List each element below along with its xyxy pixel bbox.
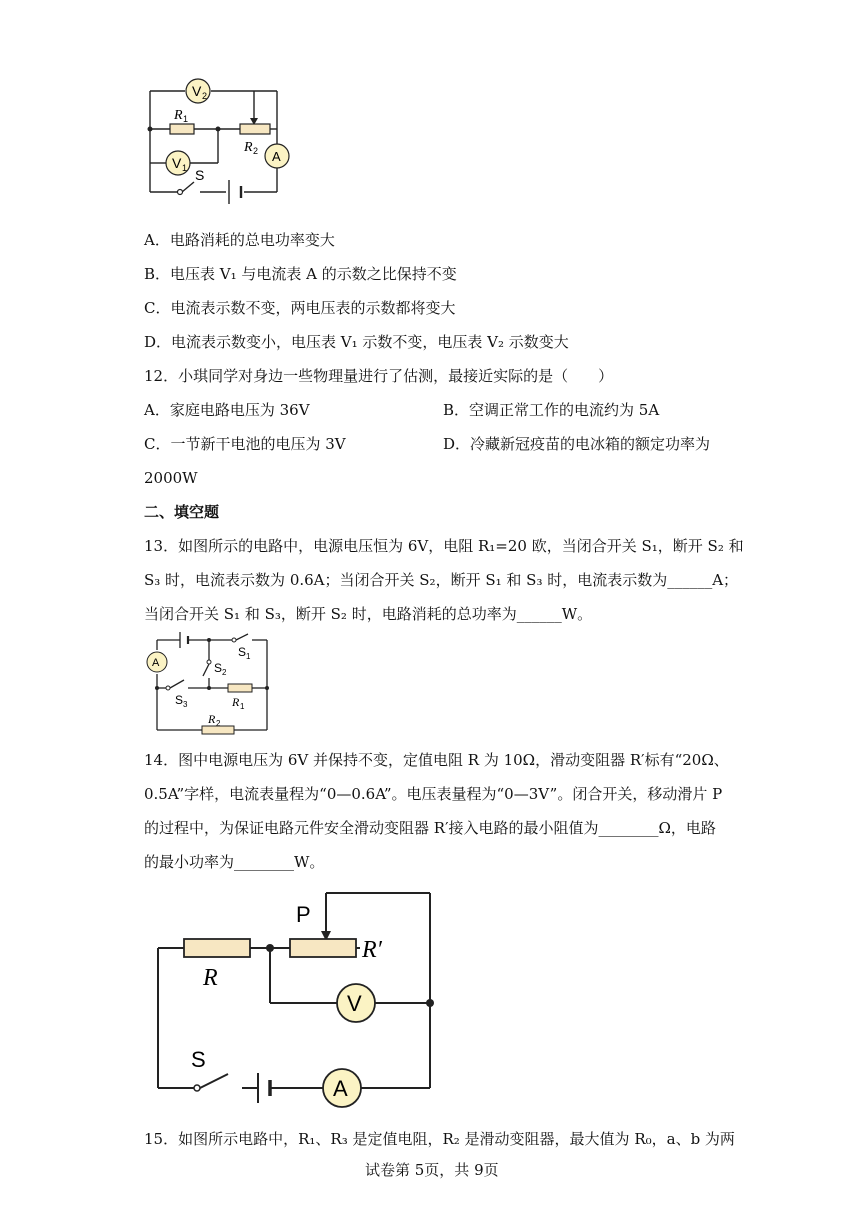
q14-line4: 的最小功率为________W。 — [144, 853, 325, 871]
r2-sub: 2 — [253, 146, 259, 156]
r2-label: R — [244, 140, 253, 155]
r1-label: R — [174, 108, 183, 123]
s1-sub: 1 — [246, 652, 251, 661]
slider-p-label: P — [296, 902, 311, 927]
v2-sub: 2 — [202, 91, 208, 101]
voltmeter-label: V — [347, 991, 362, 1016]
q13-line3: 当闭合开关 S₁ 和 S₃，断开 S₂ 时，电路消耗的总功率为______W。 — [144, 605, 593, 623]
q12-option-d: D．冷藏新冠疫苗的电冰箱的额定功率为 — [443, 435, 711, 453]
r1-label: R — [232, 695, 240, 709]
q12-option-b: B．空调正常工作的电流约为 5A — [443, 401, 660, 419]
q11-option-d: D．电流表示数变小，电压表 V₁ 示数不变，电压表 V₂ 示数变大 — [144, 333, 569, 351]
s2-sub: 2 — [222, 668, 227, 677]
s3-sub: 3 — [183, 700, 188, 709]
q14-line2: 0.5A”字样，电流表量程为“0—0.6A”。电压表量程为“0—3V”。闭合开关，移动滑片 P — [144, 785, 723, 803]
r1-sub: 1 — [240, 702, 245, 711]
r2-sub: 2 — [216, 719, 221, 728]
v2-label: V — [192, 83, 202, 99]
q13-line1: 13．如图所示的电路中，电源电压恒为 6V，电阻 R₁=20 欧，当闭合开关 S₁，断开 S₂ 和 — [144, 537, 744, 555]
circuit-diagram-q13 — [140, 630, 280, 740]
q11-option-c: C．电流表示数不变，两电压表的示数都将变大 — [144, 299, 456, 317]
v1-sub: 1 — [182, 163, 188, 173]
q14-line1: 14．图中电源电压为 6V 并保持不变，定值电阻 R 为 10Ω，滑动变阻器 R′标有“20Ω、 — [144, 751, 729, 769]
q11-option-a: A．电路消耗的总电功率变大 — [144, 231, 335, 249]
s3-label: S — [175, 693, 184, 707]
ammeter-label: A — [152, 657, 160, 669]
v1-label: V — [172, 155, 182, 171]
page-footer: 试卷第 5页，共 9页 — [365, 1161, 499, 1179]
switch-label: S — [191, 1047, 206, 1072]
q12-option-c: C．一节新干电池的电压为 3V — [144, 435, 346, 453]
rprime-label: R′ — [362, 937, 382, 963]
q13-line2: S₃ 时，电流表示数为 0.6A；当闭合开关 S₂，断开 S₁ 和 S₃ 时，电流表示数为______A； — [144, 571, 739, 589]
s2-label: S — [214, 661, 223, 675]
switch-label: S — [195, 167, 205, 183]
circuit-diagram-q14 — [150, 885, 450, 1105]
q12-stem: 12．小琪同学对身边一些物理量进行了估测，最接近实际的是（ ） — [144, 367, 614, 385]
section-title: 二、填空题 — [144, 503, 220, 521]
r1-sub: 1 — [183, 114, 189, 124]
q12-option-a: A．家庭电路电压为 36V — [144, 401, 310, 419]
circuit-diagram-q11 — [140, 76, 300, 216]
r-label: R — [203, 965, 218, 991]
ammeter-label: A — [272, 149, 281, 164]
q12-option-d-cont: 2000W — [144, 469, 198, 487]
s1-label: S — [238, 645, 247, 659]
r2-label: R — [208, 712, 216, 726]
ammeter-label: A — [333, 1076, 348, 1101]
q15-line1: 15．如图所示电路中，R₁、R₃ 是定值电阻，R₂ 是滑动变阻器，最大值为 R₀，a、b 为两 — [144, 1130, 735, 1148]
q14-line3: 的过程中，为保证电路元件安全滑动变阻器 R′接入电路的最小阻值为________Ω，电路 — [144, 819, 716, 837]
q11-option-b: B．电压表 V₁ 与电流表 A 的示数之比保持不变 — [144, 265, 457, 283]
